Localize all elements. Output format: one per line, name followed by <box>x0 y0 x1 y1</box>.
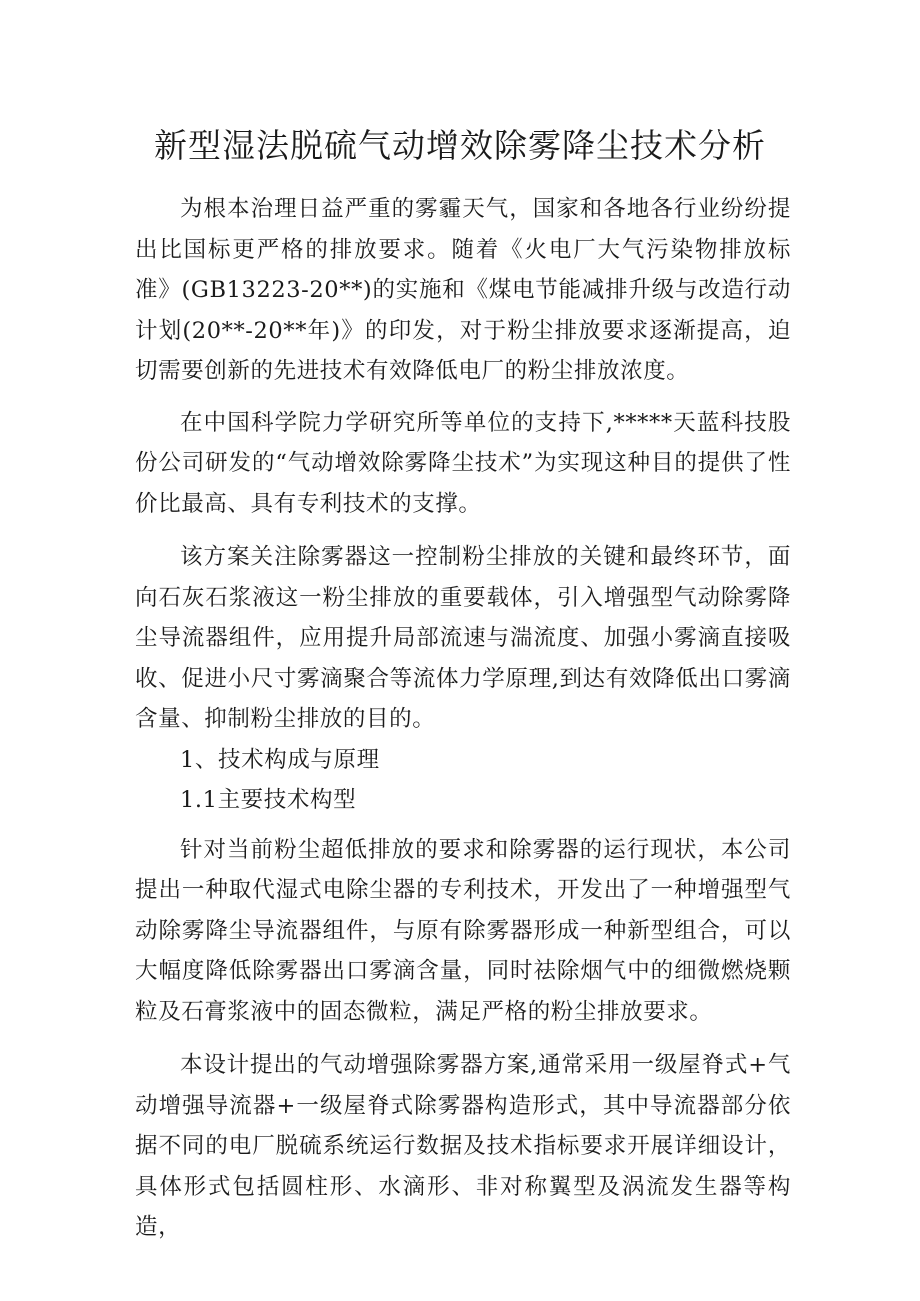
paragraph-support: 在中国科学院力学研究所等单位的支持下,*****天蓝科技股份公司研发的“气动增效除雾降尘技术”为实现这种目的提供了性价比最高、具有专利技术的支撑。 <box>135 409 791 517</box>
paragraph-scheme: 该方案关注除雾器这一控制粉尘排放的关键和最终环节，面向石灰石浆液这一粉尘排放的重要载体，引入增强型气动除雾降尘导流器组件，应用提升局部流速与湍流度、加强小雾滴直接吸收、促进小尺寸雾滴聚合等流体力学原理,到达有效降低出口雾滴含量、抑制粉尘排放的目的。 <box>135 544 791 732</box>
paragraph-background: 为根本治理日益严重的雾霾天气，国家和各地各行业纷纷提出比国标更严格的排放要求。随着《火电厂大气污染物排放标准》(GB13223-20**)的实施和《煤电节能减排升级与改造行动计划(20**-20**年)》的印发，对于粉尘排放要求逐渐提高，迫切需要创新的先进技术有效降低电厂的粉尘排放浓度。 <box>135 196 791 384</box>
paragraph-technology: 针对当前粉尘超低排放的要求和除雾器的运行现状，本公司提出一种取代湿式电除尘器的专利技术，开发出了一种增强型气动除雾降尘导流器组件，与原有除雾器形成一种新型组合，可以大幅度降低除雾器出口雾滴含量，同时祛除烟气中的细微燃烧颗粒及石膏浆液中的固态微粒，满足严格的粉尘排放要求。 <box>135 836 791 1025</box>
document-body <box>135 189 791 1248</box>
paragraph-design: 本设计提出的气动增强除雾器方案,通常采用一级屋脊式+气动增强导流器+一级屋脊式除雾器构造形式，其中导流器部分依据不同的电厂脱硫系统运行数据及技术指标要求开展详细设计，具体形式包括圆柱形、水滴形、非对称翼型及涡流发生器等构造， <box>135 1052 791 1240</box>
subsection-heading: 1.1主要技术构型 <box>180 787 357 813</box>
section-heading: 1、技术构成与原理 <box>180 746 380 773</box>
document-title: 新型湿法脱硫气动增效除雾降尘技术分析 <box>154 126 766 165</box>
